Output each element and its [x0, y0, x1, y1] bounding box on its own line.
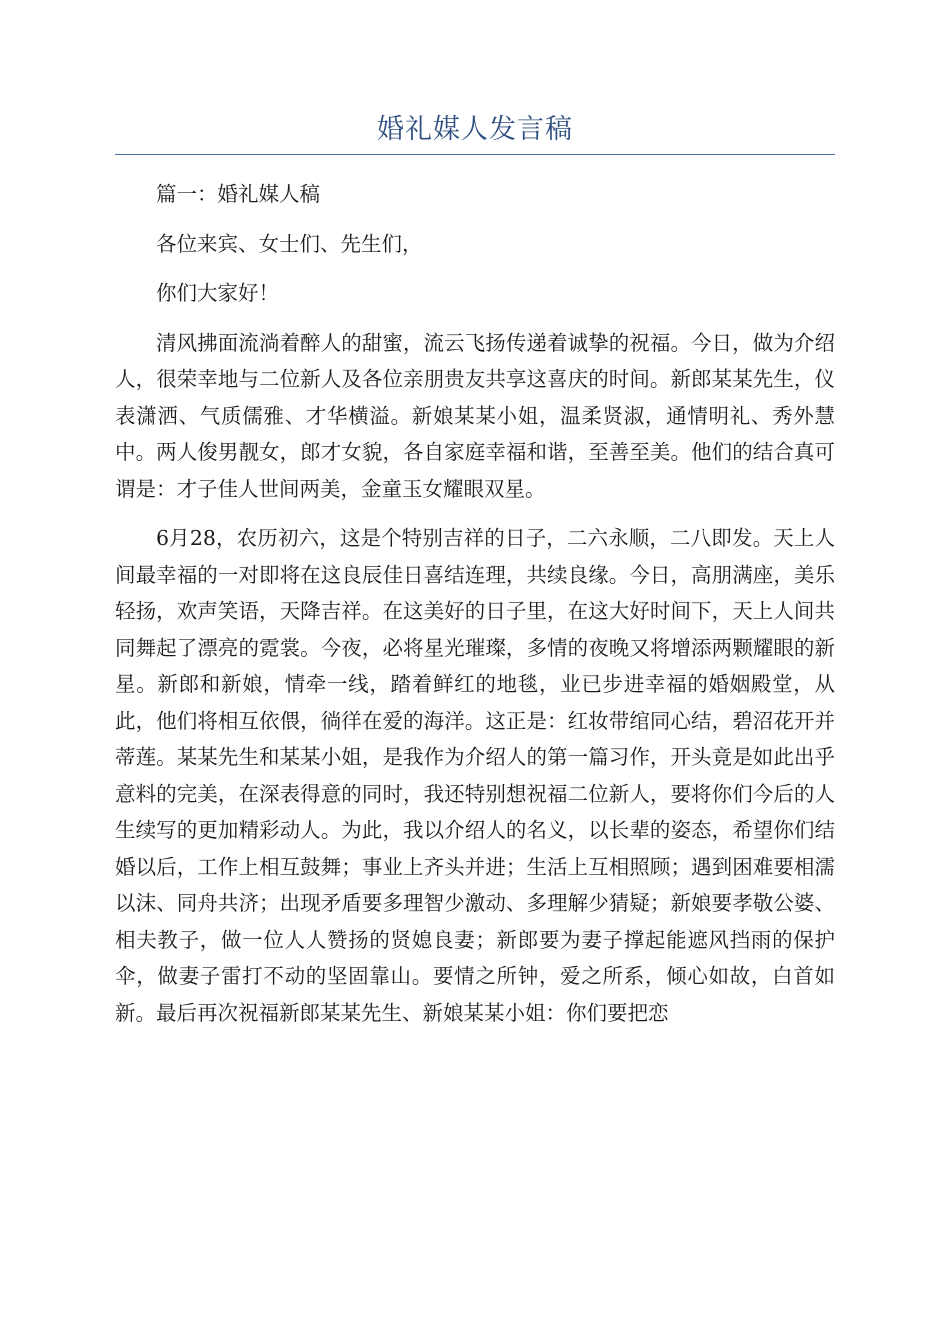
document-title: 婚礼媒人发言稿 [377, 114, 573, 145]
section-heading: 篇一：婚礼媒人稿 [156, 182, 320, 206]
paragraph-intro: 清风拂面流淌着醉人的甜蜜，流云飞扬传递着诚挚的祝福。今日，做为介绍人，很荣幸地与二位新人及各位亲朋贵友共享这喜庆的时间。新郎某某先生，仪表潇洒、气质儒雅、才华横溢。新娘某某小姐，温柔贤淑，通情明礼、秀外慧中。两人俊男靓女，郎才女貌，各自家庭幸福和谐，至善至美。他们的结合真可谓是：才子佳人世间两美，金童玉女耀眼双星。 [115, 330, 835, 501]
salutation: 各位来宾、女士们、先生们， [156, 231, 423, 256]
greeting: 你们大家好！ [156, 281, 279, 305]
paragraph-main: 6月28，农历初六，这是个特别吉祥的日子，二六永顺，二八即发。天上人间最幸福的一对即将在这良辰佳日喜结连理，共续良缘。今日，高朋满座，美乐轻扬，欢声笑语，天降吉祥。在这美好的日子里，在这大好时间下，天上人间共同舞起了漂亮的霓裳。今夜，必将星光璀璨，多情的夜晚又将增添两颗耀眼的新星。新郎和新娘，情牵一线，踏着鲜红的地毯，业已步进幸福的婚姻殿堂，从此，他们将相互依偎，徜徉在爱的海洋。这正是：红妆带绾同心结，碧沼花开并蒂莲。某某先生和某某小姐，是我作为介绍人的第一篇习作，开头竟是如此出乎意料的完美，在深表得意的同时，我还特别想祝福二位新人，要将你们今后的人生续写的更加精彩动人。为此，我以介绍人的名义，以长辈的姿态，希望你们结婚以后，工作上相互鼓舞；事业上齐头并进；生活上互相照顾；遇到困难要相濡以沫、同舟共济；出现矛盾要多理智少激动、多理解少猜疑；新娘要孝敬公婆、相夫教子，做一位人人赞扬的贤媳良妻；新郎要为妻子撑起能遮风挡雨的保护伞，做妻子雷打不动的坚固靠山。要情之所钟，爱之所系，倾心如故，白首如新。最后再次祝福新郎某某先生、新娘某某小姐：你们要把恋 [115, 526, 835, 1025]
title-underline [115, 154, 835, 155]
document-body [115, 176, 835, 1044]
